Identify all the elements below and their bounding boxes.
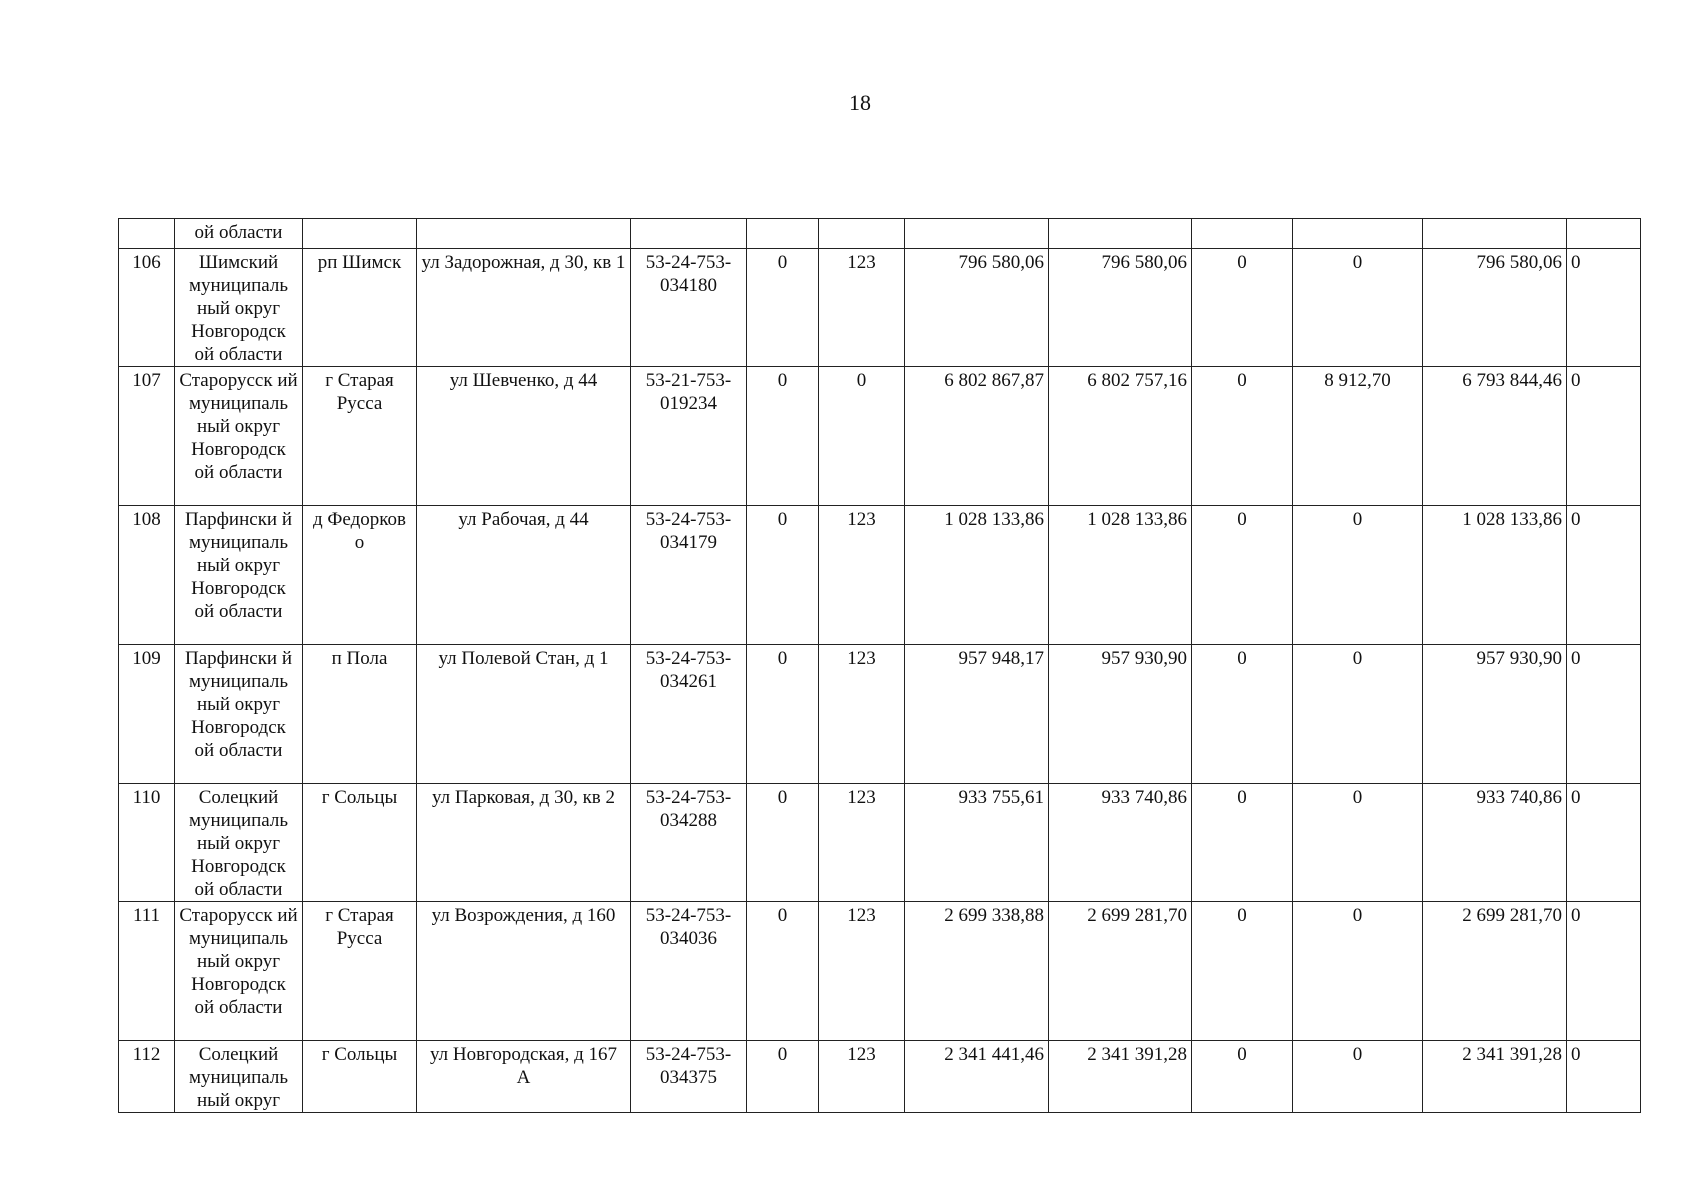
cell-settlement: г Старая Русса bbox=[303, 902, 417, 1041]
cell-c7 bbox=[819, 219, 905, 249]
cell-c10: 0 bbox=[1192, 645, 1293, 784]
cell-c6: 0 bbox=[747, 902, 819, 1041]
table-row bbox=[119, 1041, 1641, 1113]
cell-c10: 0 bbox=[1192, 367, 1293, 506]
cell-c8: 1 028 133,86 bbox=[905, 506, 1049, 645]
cell-code: 53-24-753-034288 bbox=[631, 784, 747, 902]
cell-settlement: п Пола bbox=[303, 645, 417, 784]
table-row bbox=[119, 367, 1641, 506]
cell-c10: 0 bbox=[1192, 784, 1293, 902]
cell-c13: 0 bbox=[1567, 784, 1641, 902]
cell-c11: 8 912,70 bbox=[1293, 367, 1423, 506]
cell-no: 106 bbox=[119, 249, 175, 367]
cell-settlement: г Сольцы bbox=[303, 1041, 417, 1113]
cell-municipality: Старорусск ий муниципаль ный округ Новгородск ой области bbox=[175, 367, 303, 506]
table-row bbox=[119, 506, 1641, 645]
cell-c7: 123 bbox=[819, 506, 905, 645]
table-row-continuation bbox=[119, 219, 1641, 249]
cell-c11: 0 bbox=[1293, 784, 1423, 902]
cell-settlement: рп Шимск bbox=[303, 249, 417, 367]
cell-c11 bbox=[1293, 219, 1423, 249]
cell-no bbox=[119, 219, 175, 249]
cell-no: 110 bbox=[119, 784, 175, 902]
cell-c8: 957 948,17 bbox=[905, 645, 1049, 784]
cell-c12: 6 793 844,46 bbox=[1423, 367, 1567, 506]
cell-c9: 2 341 391,28 bbox=[1049, 1041, 1192, 1113]
table-row bbox=[119, 645, 1641, 784]
cell-municipality: Солецкий муниципаль ный округ bbox=[175, 1041, 303, 1113]
cell-code: 53-24-753-034180 bbox=[631, 249, 747, 367]
cell-settlement: г Старая Русса bbox=[303, 367, 417, 506]
cell-c12: 933 740,86 bbox=[1423, 784, 1567, 902]
cell-c9: 933 740,86 bbox=[1049, 784, 1192, 902]
cell-code: 53-24-753-034036 bbox=[631, 902, 747, 1041]
register-table bbox=[118, 218, 1641, 1113]
cell-c13: 0 bbox=[1567, 645, 1641, 784]
cell-municipality: ой области bbox=[175, 219, 303, 249]
page-number: 18 bbox=[849, 90, 871, 115]
cell-no: 111 bbox=[119, 902, 175, 1041]
cell-c9: 2 699 281,70 bbox=[1049, 902, 1192, 1041]
cell-c8: 933 755,61 bbox=[905, 784, 1049, 902]
cell-c6: 0 bbox=[747, 645, 819, 784]
cell-c13: 0 bbox=[1567, 249, 1641, 367]
cell-c11: 0 bbox=[1293, 645, 1423, 784]
cell-c13 bbox=[1567, 219, 1641, 249]
cell-c7: 123 bbox=[819, 645, 905, 784]
cell-address: ул Полевой Стан, д 1 bbox=[417, 645, 631, 784]
cell-address: ул Парковая, д 30, кв 2 bbox=[417, 784, 631, 902]
cell-c12: 1 028 133,86 bbox=[1423, 506, 1567, 645]
cell-c10: 0 bbox=[1192, 1041, 1293, 1113]
cell-c12 bbox=[1423, 219, 1567, 249]
cell-c6 bbox=[747, 219, 819, 249]
cell-address: ул Новгородская, д 167 А bbox=[417, 1041, 631, 1113]
cell-settlement: г Сольцы bbox=[303, 784, 417, 902]
cell-c6: 0 bbox=[747, 1041, 819, 1113]
cell-c8: 796 580,06 bbox=[905, 249, 1049, 367]
cell-no: 112 bbox=[119, 1041, 175, 1113]
cell-c13: 0 bbox=[1567, 367, 1641, 506]
cell-c10: 0 bbox=[1192, 902, 1293, 1041]
cell-code: 53-21-753-019234 bbox=[631, 367, 747, 506]
cell-code: 53-24-753-034375 bbox=[631, 1041, 747, 1113]
cell-c6: 0 bbox=[747, 367, 819, 506]
cell-no: 108 bbox=[119, 506, 175, 645]
cell-settlement bbox=[303, 219, 417, 249]
cell-c9 bbox=[1049, 219, 1192, 249]
cell-no: 107 bbox=[119, 367, 175, 506]
cell-address: ул Возрождения, д 160 bbox=[417, 902, 631, 1041]
cell-c11: 0 bbox=[1293, 249, 1423, 367]
cell-c10: 0 bbox=[1192, 506, 1293, 645]
cell-c8: 6 802 867,87 bbox=[905, 367, 1049, 506]
cell-c7: 123 bbox=[819, 1041, 905, 1113]
table-row bbox=[119, 249, 1641, 367]
cell-c13: 0 bbox=[1567, 1041, 1641, 1113]
cell-c11: 0 bbox=[1293, 902, 1423, 1041]
cell-c11: 0 bbox=[1293, 1041, 1423, 1113]
cell-c6: 0 bbox=[747, 249, 819, 367]
cell-c12: 796 580,06 bbox=[1423, 249, 1567, 367]
cell-municipality: Старорусск ий муниципаль ный округ Новгородск ой области bbox=[175, 902, 303, 1041]
cell-c9: 796 580,06 bbox=[1049, 249, 1192, 367]
cell-code bbox=[631, 219, 747, 249]
cell-c8: 2 341 441,46 bbox=[905, 1041, 1049, 1113]
table-row bbox=[119, 902, 1641, 1041]
cell-c12: 957 930,90 bbox=[1423, 645, 1567, 784]
cell-municipality: Парфински й муниципаль ный округ Новгородск ой области bbox=[175, 645, 303, 784]
cell-c13: 0 bbox=[1567, 902, 1641, 1041]
cell-address: ул Задорожная, д 30, кв 1 bbox=[417, 249, 631, 367]
cell-c10: 0 bbox=[1192, 249, 1293, 367]
cell-settlement: д Федорков о bbox=[303, 506, 417, 645]
cell-c7: 123 bbox=[819, 249, 905, 367]
cell-address: ул Рабочая, д 44 bbox=[417, 506, 631, 645]
cell-c13: 0 bbox=[1567, 506, 1641, 645]
cell-address bbox=[417, 219, 631, 249]
cell-code: 53-24-753-034261 bbox=[631, 645, 747, 784]
cell-c7: 0 bbox=[819, 367, 905, 506]
cell-c9: 957 930,90 bbox=[1049, 645, 1192, 784]
cell-c12: 2 341 391,28 bbox=[1423, 1041, 1567, 1113]
cell-code: 53-24-753-034179 bbox=[631, 506, 747, 645]
cell-c6: 0 bbox=[747, 784, 819, 902]
cell-municipality: Солецкий муниципаль ный округ Новгородск ой области bbox=[175, 784, 303, 902]
cell-c10 bbox=[1192, 219, 1293, 249]
cell-c7: 123 bbox=[819, 784, 905, 902]
cell-municipality: Шимский муниципаль ный округ Новгородск ой области bbox=[175, 249, 303, 367]
cell-c9: 6 802 757,16 bbox=[1049, 367, 1192, 506]
cell-no: 109 bbox=[119, 645, 175, 784]
cell-address: ул Шевченко, д 44 bbox=[417, 367, 631, 506]
cell-municipality: Парфински й муниципаль ный округ Новгородск ой области bbox=[175, 506, 303, 645]
cell-c8: 2 699 338,88 bbox=[905, 902, 1049, 1041]
cell-c9: 1 028 133,86 bbox=[1049, 506, 1192, 645]
table-row bbox=[119, 784, 1641, 902]
cell-c11: 0 bbox=[1293, 506, 1423, 645]
cell-c8 bbox=[905, 219, 1049, 249]
cell-c6: 0 bbox=[747, 506, 819, 645]
cell-c7: 123 bbox=[819, 902, 905, 1041]
cell-c12: 2 699 281,70 bbox=[1423, 902, 1567, 1041]
